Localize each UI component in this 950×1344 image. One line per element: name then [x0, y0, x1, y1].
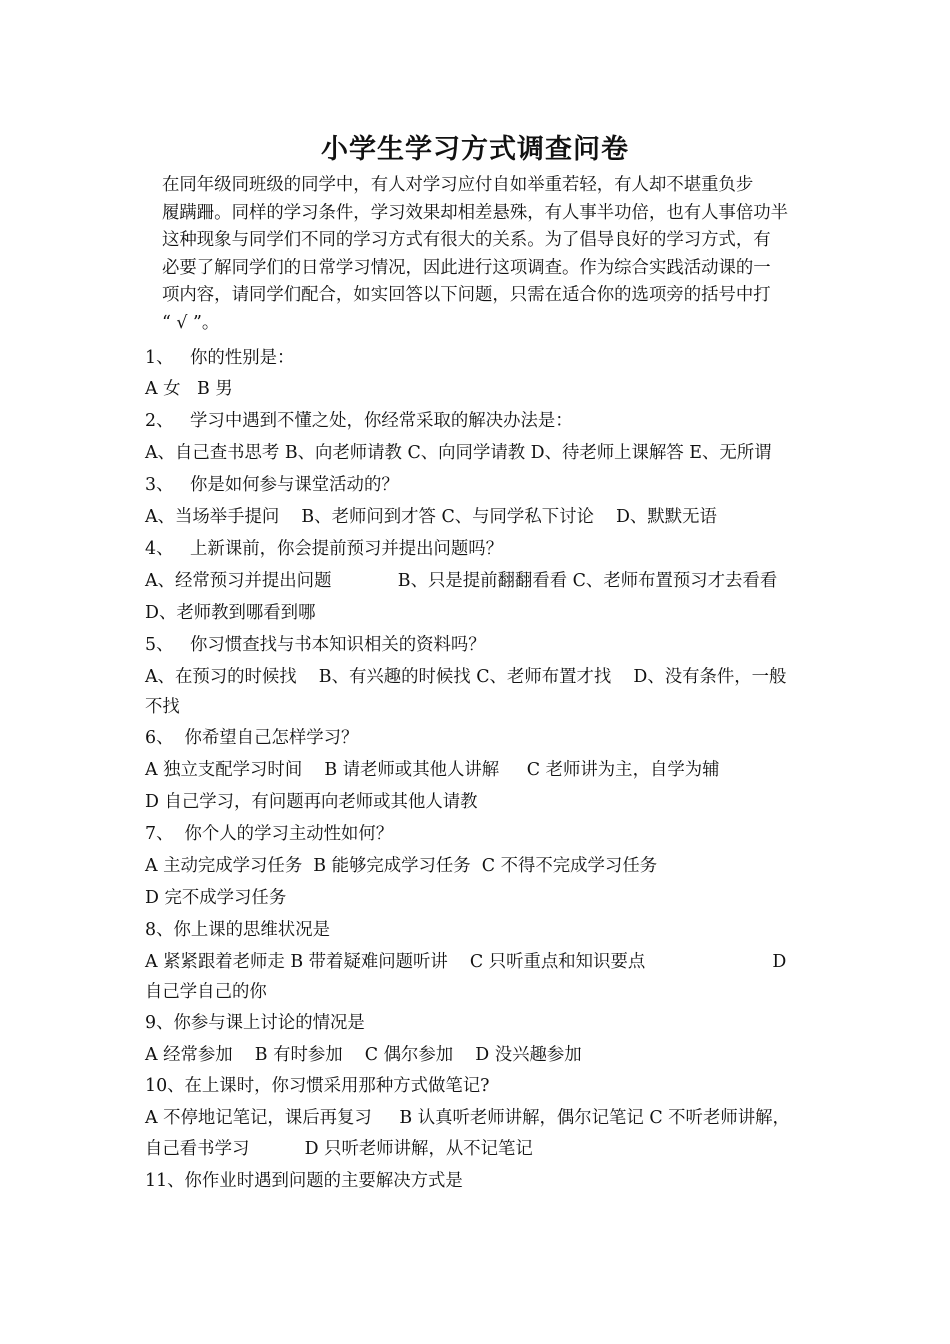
question-11: 11、你作业时遇到问题的主要解决方式是 — [145, 1171, 463, 1191]
options-10-cont: 自己看书学习 D 只听老师讲解，从不记笔记 — [145, 1139, 533, 1159]
question-10: 10、在上课时，你习惯采用那种方式做笔记? — [145, 1076, 490, 1096]
options-10: A 不停地记笔记，课后再复习 B 认真听老师讲解，偶尔记笔记 C 不听老师讲解， — [145, 1108, 790, 1128]
options-6: A 独立支配学习时间 B 请老师或其他人讲解 C 老师讲为主，自学为辅 — [145, 760, 720, 780]
intro-line: 必要了解同学们的日常学习情况，因此进行这项调查。作为综合实践活动课的一 — [162, 257, 771, 278]
options-2: A、自己查书思考 B、向老师请教 C、向同学请教 D、待老师上课解答 E、无所谓 — [145, 443, 772, 463]
question-6: 6、 你希望自己怎样学习？ — [145, 728, 359, 748]
intro-paragraph — [145, 172, 815, 338]
options-4: A、经常预习并提出问题 B、只是提前翻翻看看 C、老师布置预习才去看看 — [145, 571, 778, 591]
options-8-cont: 自己学自己的你 — [145, 982, 267, 1002]
intro-line: 这种现象与同学们不同的学习方式有很大的关系。为了倡导良好的学习方式，有 — [162, 230, 771, 251]
question-4: 4、 上新课前，你会提前预习并提出问题吗？ — [145, 539, 504, 559]
intro-line: 项内容，请同学们配合，如实回答以下问题，只需在适合你的选项旁的括号中打 — [162, 285, 771, 306]
question-7: 7、 你个人的学习主动性如何？ — [145, 824, 394, 844]
question-1: 1、 你的性别是： — [145, 348, 295, 368]
options-1: A 女 B 男 — [145, 379, 233, 399]
options-9: A 经常参加 B 有时参加 C 偶尔参加 D 没兴趣参加 — [145, 1045, 582, 1065]
question-8: 8、你上课的思维状况是 — [145, 920, 330, 940]
options-5: A、在预习的时候找 B、有兴趣的时候找 C、老师布置才找 D、没有条件，一般 — [145, 667, 787, 687]
question-9: 9、你参与课上讨论的情况是 — [145, 1013, 365, 1033]
intro-line: 在同年级同班级的同学中，有人对学习应付自如举重若轻，有人却不堪重负步 — [162, 175, 754, 195]
intro-line: “ √ ”。 — [162, 312, 220, 333]
intro-line: 履蹒跚。同样的学习条件，学习效果却相差悬殊，有人事半功倍，也有人事倍功半 — [162, 202, 789, 223]
options-6-cont: D 自己学习，有问题再向老师或其他人请教 — [145, 792, 478, 812]
options-7-cont: D 完不成学习任务 — [145, 888, 287, 908]
options-3: A、当场举手提问 B、老师问到才答 C、与同学私下讨论 D、默默无语 — [145, 507, 717, 527]
options-4-cont: D、老师教到哪看到哪 — [145, 603, 316, 623]
options-5-cont: 不找 — [145, 697, 180, 717]
question-3: 3、 你是如何参与课堂活动的？ — [145, 475, 399, 495]
question-5: 5、 你习惯查找与书本知识相关的资料吗？ — [145, 635, 486, 655]
question-2: 2、 学习中遇到不懂之处，你经常采取的解决办法是： — [145, 411, 573, 431]
document-title: 小学生学习方式调查问卷 — [321, 134, 629, 165]
options-8: A 紧紧跟着老师走 B 带着疑难问题听讲 C 只听重点和知识要点 D — [145, 952, 787, 972]
options-7: A 主动完成学习任务 B 能够完成学习任务 C 不得不完成学习任务 — [145, 856, 658, 876]
